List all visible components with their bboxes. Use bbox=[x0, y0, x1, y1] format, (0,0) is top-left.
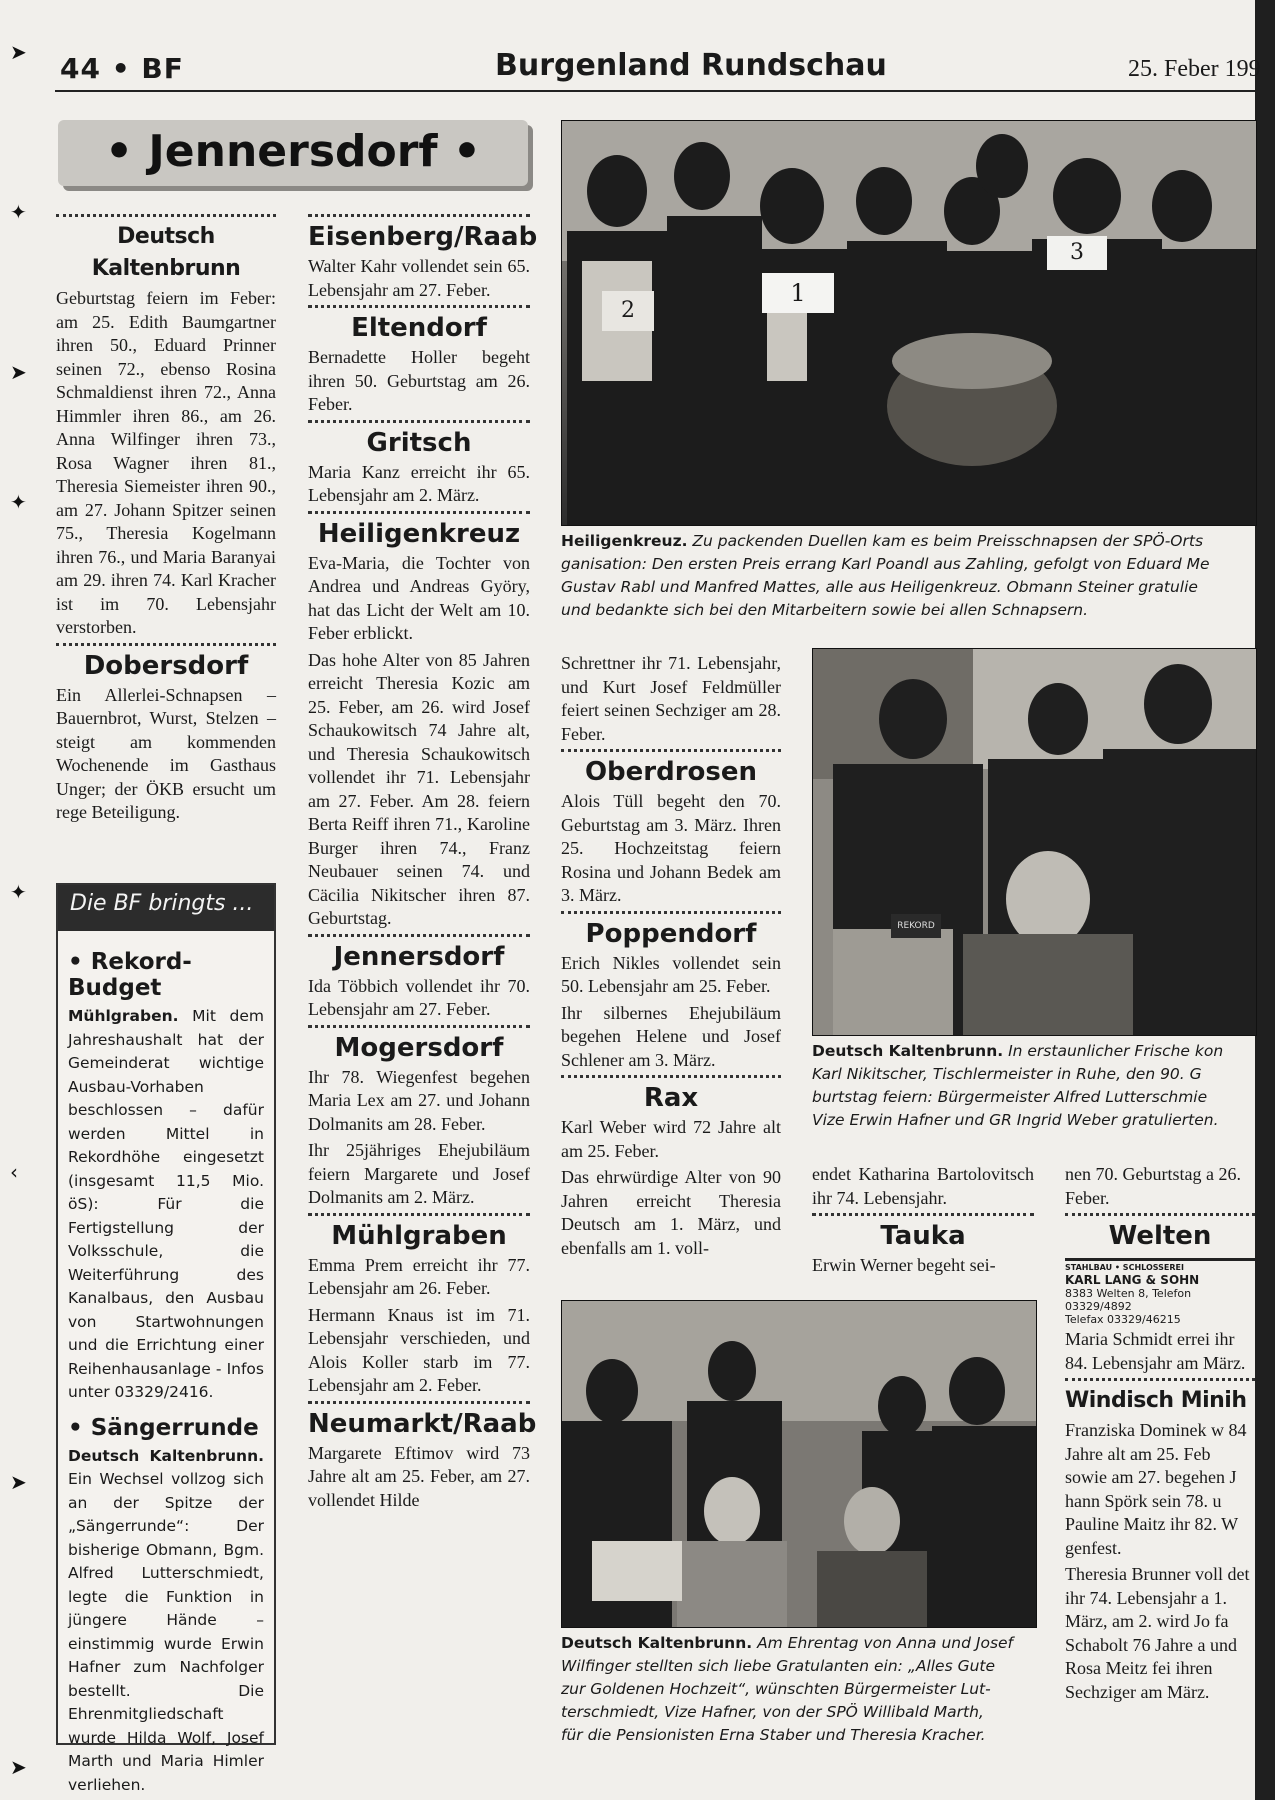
caption-lead: Deutsch Kaltenbrunn. bbox=[561, 1634, 753, 1652]
text-heiligenkreuz-1: Eva-Maria, die Tochter von Andrea und Andreas Györy, hat das Licht der Welt am 10. Feber erblickt. bbox=[308, 552, 530, 643]
number-card: 2 bbox=[602, 291, 654, 331]
caption-line bbox=[812, 1040, 1255, 1063]
heading-oberdrosen: Oberdrosen bbox=[584, 757, 758, 787]
margin-mark: ‹ bbox=[10, 1160, 18, 1184]
heading-eisenberg: Eisenberg/Raab bbox=[308, 222, 538, 252]
photo-deutsch-kaltenbrunn-1-illustration bbox=[813, 649, 1256, 1035]
divider bbox=[308, 214, 530, 217]
ad-block bbox=[1065, 1258, 1255, 1326]
text-neumarkt: Margarete Eftimov wird 73 Jahre alt am 25. Feber, am 27. vollendet Hilde bbox=[308, 1442, 530, 1510]
heading-tauka: Tauka bbox=[880, 1221, 966, 1251]
caption-line: ganisation: Den ersten Preis errang Karl Poandl aus Zahling, gefolgt von Eduard Me bbox=[561, 555, 1210, 573]
divider bbox=[308, 934, 530, 937]
divider bbox=[308, 1025, 530, 1028]
margin-mark: ✦ bbox=[10, 490, 27, 514]
photo-goldene-hochzeit bbox=[561, 1300, 1037, 1628]
ad-address: 8383 Welten 8, Telefon 03329/4892 bbox=[1065, 1287, 1192, 1313]
heading-eltendorf: Eltendorf bbox=[351, 313, 487, 343]
column-2 bbox=[308, 214, 538, 1515]
heading-heiligenkreuz: Heiligenkreuz bbox=[317, 518, 521, 549]
divider bbox=[308, 1213, 530, 1216]
box-text-rekord-budget bbox=[68, 1005, 264, 1405]
caption-goldene-hochzeit bbox=[561, 1632, 1035, 1747]
heading-windisch-minihof: Windisch Minih bbox=[1065, 1388, 1247, 1413]
section-banner bbox=[58, 120, 528, 186]
caption-line: burtstag feiern: Bürgermeister Alfred Lutterschmie bbox=[812, 1088, 1208, 1106]
column-3 bbox=[561, 652, 781, 1263]
divider bbox=[308, 305, 530, 308]
box-body: Mit dem Jahreshaushalt hat der Gemeinderat wichtige Ausbau-Vorhaben beschlossen – dafür werden Mittel in Rekordhöhe eingesetzt (insgesamt 11,5 Mio. öS): Für die Fertigstellung der Volksschule, die Weiterführung des Kanalbaus, den Ausbau von Startwohnungen und die Errichtung einer Reihenhausanlage - Infos unter 03329/2416. bbox=[68, 1007, 264, 1401]
margin-mark: ➤ bbox=[10, 360, 27, 384]
caption-line bbox=[561, 530, 1255, 553]
box-heading-saengerrunde: • Sängerrunde bbox=[68, 1414, 259, 1441]
text-jennersdorf: Ida Többich vollendet ihr 70. Lebensjahr am 27. Feber. bbox=[308, 975, 530, 1019]
column-4 bbox=[812, 1163, 1034, 1281]
heading-welten: Welten bbox=[1108, 1221, 1212, 1251]
heading-muehlgraben: Mühlgraben bbox=[331, 1220, 507, 1251]
page-number: 44 • BF bbox=[60, 52, 184, 85]
caption-text: Am Ehrentag von Anna und Josef bbox=[757, 1634, 1014, 1652]
photo-deutsch-kaltenbrunn-1 bbox=[812, 648, 1257, 1036]
text-rax-1: Karl Weber wird 72 Jahre alt am 25. Feber. bbox=[561, 1117, 781, 1161]
text-continued: endet Katharina Bartolovitsch ihr 74. Lebensjahr. bbox=[812, 1164, 1034, 1208]
caption-heiligenkreuz bbox=[561, 530, 1255, 622]
caption-deutsch-kaltenbrunn-1 bbox=[812, 1040, 1255, 1132]
ad-company-name: KARL LANG & SOHN bbox=[1065, 1273, 1200, 1287]
caption-lead: Deutsch Kaltenbrunn. bbox=[812, 1042, 1004, 1060]
margin-mark: ➤ bbox=[10, 40, 27, 64]
bf-bringts-box bbox=[56, 883, 276, 1794]
heading-rax: Rax bbox=[643, 1083, 699, 1113]
box-heading-rekord-budget: • Rekord-Budget bbox=[68, 949, 192, 1001]
text-gritsch: Maria Kanz erreicht ihr 65. Lebensjahr am 2. März. bbox=[308, 461, 530, 505]
text-mogersdorf-1: Ihr 78. Wiegenfest begehen Maria Lex am 27. und Johann Dolmanits am 28. Feber. bbox=[308, 1066, 530, 1134]
box-text-saengerrunde bbox=[68, 1445, 264, 1798]
caption-line: terschmiedt, Vize Hafner, von der SPÖ Willibald Marth, bbox=[561, 1703, 984, 1721]
column-5 bbox=[1065, 1163, 1255, 1707]
caption-line: Vize Erwin Hafner und GR Ingrid Weber gratulierten. bbox=[812, 1111, 1219, 1129]
divider bbox=[561, 911, 781, 914]
heading-mogersdorf: Mogersdorf bbox=[334, 1032, 504, 1063]
box-lead: Mühlgraben. bbox=[68, 1007, 179, 1025]
box-title: Die BF bringts ... bbox=[58, 885, 274, 931]
page-edge-shadow bbox=[1255, 0, 1275, 1800]
ad-fax: Telefax 03329/46215 bbox=[1065, 1313, 1181, 1326]
divider bbox=[308, 1401, 530, 1404]
photo-heiligenkreuz-illustration bbox=[562, 121, 1256, 525]
divider bbox=[812, 1213, 1034, 1216]
divider bbox=[308, 511, 530, 514]
heading-gritsch: Gritsch bbox=[366, 427, 472, 458]
text-poppendorf-1: Erich Nikles vollendet sein 50. Lebensjahr am 25. Feber. bbox=[561, 952, 781, 996]
ad-topline: STAHLBAU • SCHLOSSEREI bbox=[1065, 1263, 1184, 1272]
caption-line: Wilfinger stellten sich liebe Gratulanten ein: „Alles Gute bbox=[561, 1657, 996, 1675]
margin-mark: ✦ bbox=[10, 200, 27, 224]
text-windisch-minihof-2: Theresia Brunner voll det ihr 74. Lebensjahr a 1. März, am 2. wird Jo fa Schabolt 76 Jahre a und Rosa Meitz fei ihren Sechziger am März. bbox=[1065, 1564, 1250, 1702]
issue-date: 25. Feber 199 bbox=[1128, 56, 1261, 82]
text-eltendorf: Bernadette Holler begeht ihren 50. Geburtstag am 26. Feber. bbox=[308, 347, 530, 414]
text-continued: Schrettner ihr 71. Lebensjahr, und Kurt Josef Feldmüller feiert seinen Sechziger am 28. Feber. bbox=[561, 653, 781, 744]
newspaper-title: Burgenland Rundschau bbox=[495, 48, 887, 83]
text-rax-2: Das ehrwürdige Alter von 90 Jahren erreicht Theresia Deutsch am 1. März, und ebenfalls am 1. voll- bbox=[561, 1167, 781, 1258]
caption-lead: Heiligenkreuz. bbox=[561, 532, 688, 550]
caption-line: und bedankte sich bei den Mitarbeitern sowie bei allen Schnapsern. bbox=[561, 601, 1088, 619]
photo-heiligenkreuz bbox=[561, 120, 1257, 526]
number-card: 3 bbox=[1047, 236, 1107, 270]
text-heiligenkreuz-2: Das hohe Alter von 85 Jahren erreicht Theresia Kozic am 25. Feber, am 26. wird Josef Schaukowitsch 74 Jahre alt, und Theresia Schaukowitsch vollendet ihr 71. Lebensjahr am 27. Feber. Am 28. feiern Berta Reiff ihren 71., Karoline Burger ihren 74., Franz Neubauer seinen 74. und Cäcilia Nikitscher ihren 87. Geburtstag. bbox=[308, 649, 530, 928]
heading-poppendorf: Poppendorf bbox=[585, 918, 757, 949]
text-dobersdorf: Ein Allerlei-Schnapsen – Bauernbrot, Wurst, Stelzen – steigt am kommenden Wochenende im Gasthaus Unger; der ÖKB ersucht um rege Beteiligung. bbox=[56, 684, 276, 822]
text-oberdrosen: Alois Tüll begeht den 70. Geburtstag am 3. März. Ihren 25. Hochzeitstag feiern Rosina und Johann Bedek am 3. März. bbox=[561, 791, 781, 905]
number-card: 1 bbox=[762, 273, 834, 313]
text-deutsch-kaltenbrunn: Geburtstag feiern im Feber: am 25. Edith Baumgartner ihren 50., Eduard Prinner seinen 72., ebenso Rosina Schmaldienst ihren 72., Anna Himmler ihren 86., am 26. Anna Wilfinger ihren 73., Rosa Wagner ihren 81., Theresia Siemeister ihren 90., am 27. Johann Spitzer seinen 75., Theresia Kogelmann ihren 76., und Maria Baranyai am 29. ihren 74. Karl Kracher ist im 70. Lebensjahr verstorben. bbox=[56, 288, 276, 637]
divider bbox=[1065, 1213, 1255, 1216]
caption-text: Zu packenden Duellen kam es beim Preisschnapsen der SPÖ-Orts bbox=[692, 532, 1204, 550]
text-tauka: Erwin Werner begeht sei- bbox=[812, 1255, 996, 1275]
text-muehlgraben-2: Hermann Knaus ist im 71. Lebensjahr verschieden, und Alois Koller starb im 77. Lebensjahr am 2. Feber. bbox=[308, 1304, 530, 1395]
heading-jennersdorf: Jennersdorf bbox=[333, 941, 505, 972]
header-rule bbox=[55, 90, 1255, 92]
margin-mark: ➤ bbox=[10, 1470, 27, 1494]
heading-dobersdorf: Dobersdorf bbox=[83, 650, 249, 681]
text-mogersdorf-2: Ihr 25jähriges Ehejubiläum feiern Margarete und Josef Dolmanits am 2. März. bbox=[308, 1140, 530, 1207]
divider bbox=[56, 643, 276, 646]
caption-text: In erstaunlicher Frische kon bbox=[1008, 1042, 1224, 1060]
caption-line: Gustav Rabl und Manfred Mattes, alle aus Heiligenkreuz. Obmann Steiner gratulie bbox=[561, 578, 1198, 596]
text-poppendorf-2: Ihr silbernes Ehejubiläum begehen Helene und Josef Schlener am 3. März. bbox=[561, 1002, 781, 1070]
photo-goldene-hochzeit-illustration bbox=[562, 1301, 1036, 1627]
text-muehlgraben-1: Emma Prem erreicht ihr 77. Lebensjahr am 26. Feber. bbox=[308, 1254, 530, 1298]
heading-neumarkt: Neumarkt/Raab bbox=[308, 1408, 537, 1439]
text-eisenberg: Walter Kahr vollendet sein 65. Lebensjahr am 27. Feber. bbox=[308, 256, 530, 300]
divider bbox=[56, 214, 276, 217]
margin-mark: ✦ bbox=[10, 880, 27, 904]
text-windisch-minihof-1: Franziska Dominek w 84 Jahre alt am 25. Feb sowie am 27. begehen J hann Spörk sein 78. u Pauline Maitz ihr 82. W genfest. bbox=[1065, 1420, 1247, 1558]
box-lead: Deutsch Kaltenbrunn. bbox=[68, 1446, 264, 1465]
caption-line bbox=[561, 1632, 1035, 1655]
caption-line: für die Pensionisten Erna Staber und Theresia Kracher. bbox=[561, 1726, 986, 1744]
divider bbox=[561, 749, 781, 752]
margin-mark: ➤ bbox=[10, 1755, 27, 1779]
caption-line: Karl Nikitscher, Tischlermeister in Ruhe, den 90. G bbox=[812, 1065, 1202, 1083]
column-1 bbox=[56, 214, 276, 828]
gift-label: REKORD bbox=[891, 914, 941, 938]
caption-line: zur Goldenen Hochzeit“, wünschten Bürgermeister Lut- bbox=[561, 1680, 991, 1698]
box-body: Ein Wechsel vollzog sich an der Spitze der „Sängerrunde“: Der bisherige Obmann, Bgm. Alfred Lutterschmiedt, legte die Funktion in jüngere Hände – einstimmig wurde Erwin Hafner zum Nachfolger bestellt. Die Ehrenmitgliedschaft wurde Hilda Wolf, Josef Marth und Maria Himler verliehen. bbox=[68, 1470, 264, 1794]
text-welten: Maria Schmidt errei ihr 84. Lebensjahr am März. bbox=[1065, 1329, 1246, 1373]
divider bbox=[561, 1075, 781, 1078]
divider bbox=[1065, 1378, 1255, 1381]
section-banner-title: • Jennersdorf • bbox=[104, 126, 482, 177]
text-continued: nen 70. Geburtstag a 26. Feber. bbox=[1065, 1164, 1241, 1208]
heading-deutsch-kaltenbrunn: Deutsch Kaltenbrunn bbox=[91, 224, 241, 281]
divider bbox=[308, 420, 530, 423]
